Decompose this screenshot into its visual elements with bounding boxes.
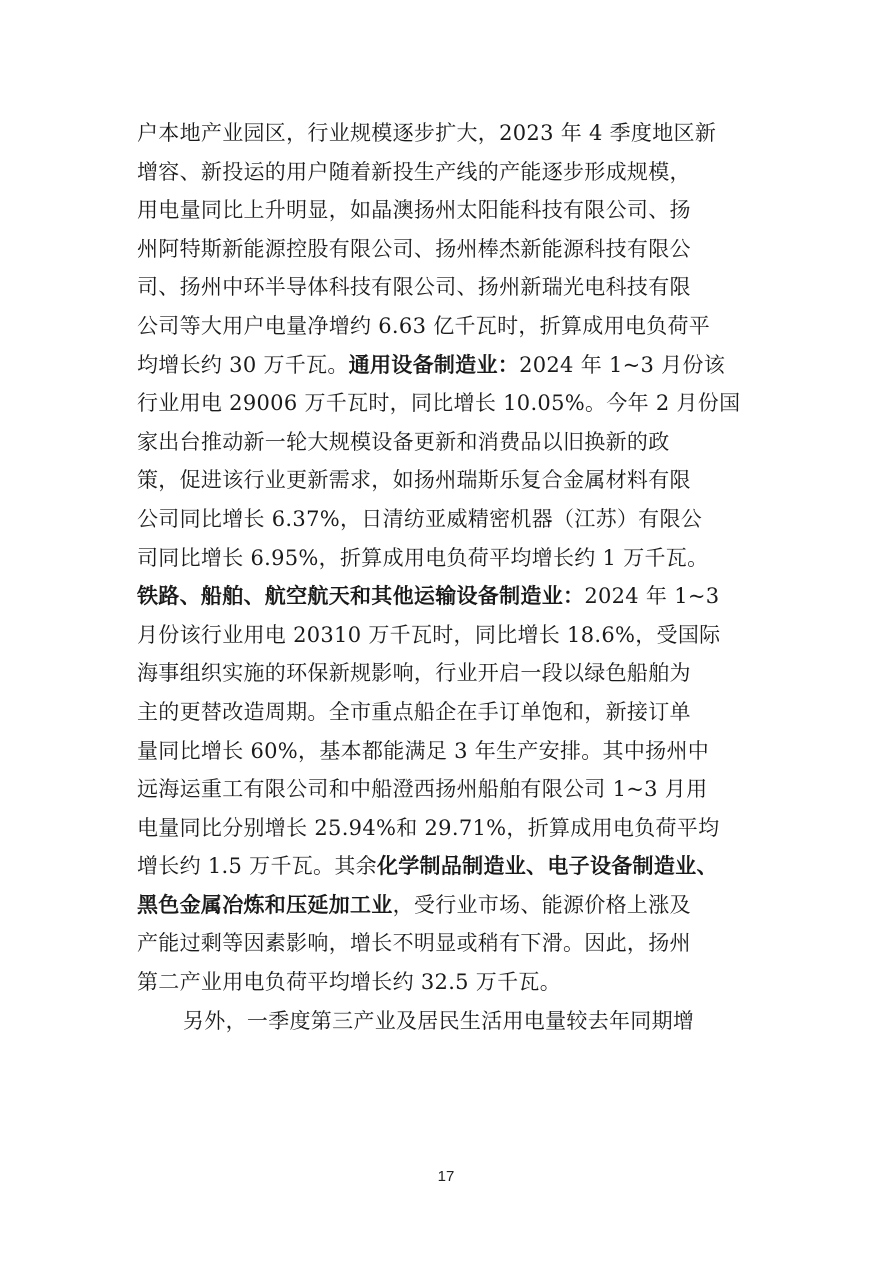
text-segment: 用电量同比上升明显，如晶澳扬州太阳能科技有限公司、扬 [137,198,691,223]
bold-heading-text: 黑色金属冶炼和压延加工业 [137,891,393,917]
text-line [137,268,762,307]
text-line [137,461,762,500]
text-segment: 州阿特斯新能源控股有限公司、扬州棒杰新能源科技有限公 [137,236,691,261]
body-text [137,114,762,1040]
text-segment: 公司等大用户电量净增约 6.63 亿千瓦时，折算成用电负荷平 [137,313,711,338]
text-segment: 司同比增长 6.95%，折算成用电负荷平均增长约 1 万千瓦。 [137,545,709,570]
text-segment: 司、扬州中环半导体科技有限公司、扬州新瑞光电科技有限 [137,275,691,300]
text-segment: 增长约 1.5 万千瓦。其余 [137,854,377,879]
text-segment: 电量同比分别增长 25.94%和 29.71%，折算成用电负荷平均 [137,815,720,840]
text-line [137,847,762,886]
text-line [137,346,762,385]
page-number: 17 [437,1168,455,1185]
text-segment: 远海运重工有限公司和中船澄西扬州船舶有限公司 1~3 月用 [137,777,708,802]
text-segment: 策，促进该行业更新需求，如扬州瑞斯乐复合金属材料有限 [137,468,691,493]
text-segment: 主的更替改造周期。全市重点船企在手订单饱和，新接订单 [137,699,691,724]
text-line [137,1002,762,1041]
text-line [137,500,762,539]
text-line [137,114,762,153]
text-segment: 公司同比增长 6.37%，日清纺亚威精密机器（江苏）有限公 [137,506,703,531]
text-segment: 均增长约 30 万千瓦。 [137,352,349,377]
text-line [137,963,762,1002]
text-segment: 行业用电 29006 万千瓦时，同比增长 10.05%。今年 2 月份国 [137,391,741,416]
text-segment: 另外，一季度第三产业及居民生活用电量较去年同期增 [183,1008,695,1033]
text-line [137,577,762,616]
text-segment: 第二产业用电负荷平均增长约 32.5 万千瓦。 [137,970,562,995]
text-line [137,809,762,848]
text-segment: 增容、新投运的用户随着新投生产线的产能逐步形成规模， [137,159,691,184]
text-line [137,384,762,423]
text-segment: 量同比增长 60%，基本都能满足 3 年生产安排。其中扬州中 [137,738,710,763]
text-line [137,153,762,192]
text-line [137,886,762,925]
text-segment: 家出台推动新一轮大规模设备更新和消费品以旧换新的政 [137,429,670,454]
text-segment: 海事组织实施的环保新规影响，行业开启一段以绿色船舶为 [137,661,691,686]
text-line [137,191,762,230]
text-line [137,423,762,462]
text-segment: 产能过剩等因素影响，增长不明显或稍有下滑。因此，扬州 [137,931,691,956]
text-line [137,693,762,732]
bold-heading-text: 化学制品制造业、电子设备制造业、 [376,853,718,879]
text-segment: 2024 年 1~3 [584,584,720,609]
text-line [137,616,762,655]
bold-heading-text: 通用设备制造业： [348,351,520,377]
text-segment: 2024 年 1~3 月份该 [519,352,726,377]
text-line [137,924,762,963]
text-line [137,307,762,346]
text-line [137,732,762,771]
text-line [137,539,762,578]
text-segment: ，受行业市场、能源价格上涨及 [392,892,691,917]
text-line [137,770,762,809]
text-line [137,654,762,693]
text-line [137,230,762,269]
text-segment: 月份该行业用电 20310 万千瓦时，同比增长 18.6%，受国际 [137,622,721,647]
bold-heading-text: 铁路、船舶、航空航天和其他运输设备制造业： [137,583,585,609]
text-segment: 户本地产业园区，行业规模逐步扩大，2023 年 4 季度地区新 [137,121,717,145]
